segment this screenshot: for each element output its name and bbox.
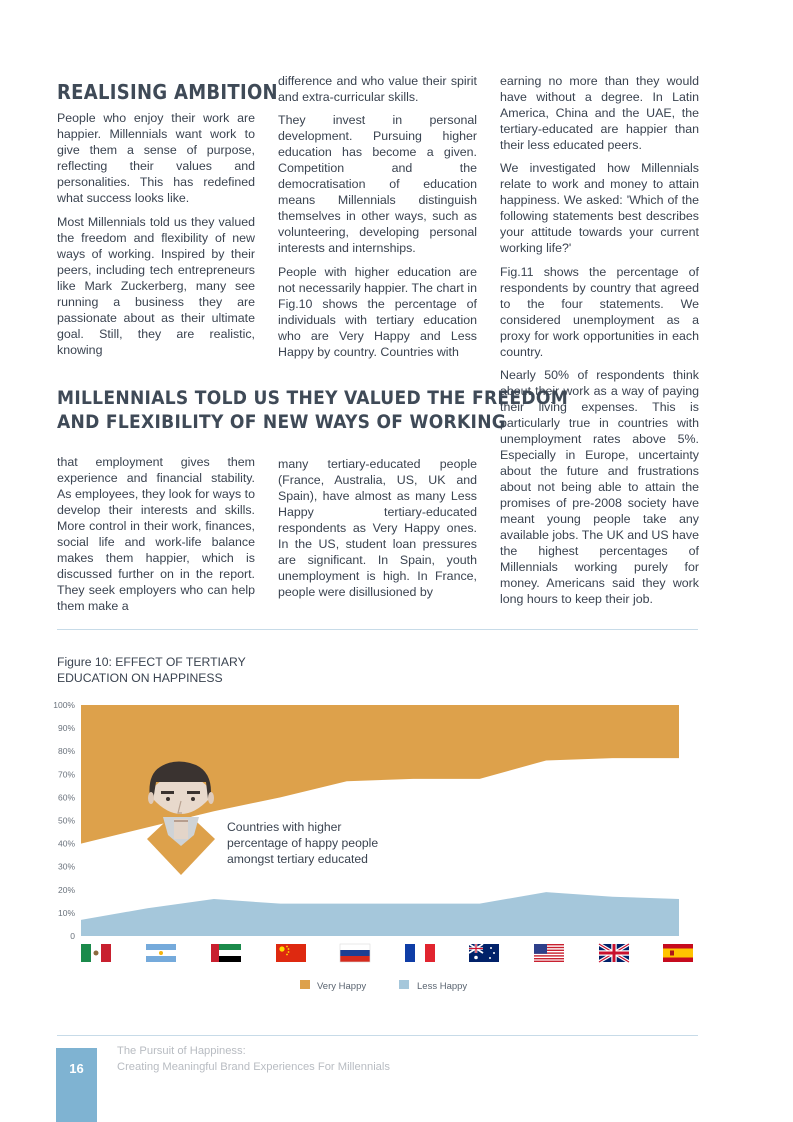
y-tick-label: 50% — [57, 815, 75, 826]
figure-caption-line-1: Figure 10: EFFECT OF TERTIARY — [57, 655, 246, 669]
y-tick-label: 70% — [57, 769, 75, 780]
flag-spain-icon — [663, 944, 693, 962]
divider-top — [57, 629, 698, 630]
y-tick-label: 40% — [57, 838, 75, 849]
section-heading: REALISING AMBITION — [57, 80, 278, 104]
legend-swatch-very-happy — [300, 980, 310, 989]
annotation-line-1: Countries with higher — [227, 820, 342, 834]
flag-australia-icon — [469, 944, 499, 962]
figure-caption — [57, 654, 267, 686]
page-number: 16 — [69, 1061, 84, 1076]
series-less-happy-area — [81, 892, 679, 936]
col2-paragraph-2: They invest in personal development. Pursuing higher education has become a given. Competition and the democratisation of education means Millennials distinguish themselves in other ways, such as volunteering, developing personal interests and internships. — [278, 113, 477, 255]
legend-label-less-happy: Less Happy — [417, 981, 468, 992]
flag-mexico-icon — [81, 944, 111, 962]
footer-line-2: Creating Meaningful Brand Experiences For Millennials — [117, 1060, 390, 1073]
col3-paragraph-1: earning no more than they would have without a degree. In Latin America, China and the UAE, the tertiary-educated are happier than their less educated peers. — [500, 74, 699, 152]
divider-bottom — [57, 1035, 698, 1036]
flag-russia-icon — [340, 944, 370, 962]
footer-title — [117, 1044, 390, 1075]
y-tick-label: 90% — [57, 723, 75, 734]
legend-label-very-happy: Very Happy — [317, 981, 367, 992]
y-tick-label: 30% — [57, 861, 75, 872]
page-number-tab — [56, 1048, 97, 1122]
col3-paragraph-4: Nearly 50% of respondents think about their work as a way of paying their living expenses. This is particularly true in countries with unemployment rates above 5%. Especially in Europe, uncertainty about the future and frustrations about not being able to attain the promises of pre-2008 society have meant young people take any available jobs. The UK and US have the highest percentages of Millennials working purely for money. Americans said they work long hours to keep their job. — [500, 368, 699, 606]
col3-paragraph-3: Fig.11 shows the percentage of respondents by country that agreed to the four statements. We considered unemployment as a proxy for work opportunities in each country. — [500, 265, 699, 359]
pull-quote-line-1: MILLENNIALS TOLD US THEY VALUED THE FREEDOM — [57, 387, 569, 409]
annotation-line-3: amongst tertiary educated — [227, 852, 368, 866]
col1-paragraph-2: Most Millennials told us they valued the freedom and flexibility of new ways of working. Inspired by their peers, including tech entrepreneurs like Mark Zuckerberg, many see running a business they are passionate about as their ultimate goal. Still, they are realistic, knowing — [57, 215, 255, 357]
y-tick-label: 60% — [57, 792, 75, 803]
col2-paragraph-3: People with higher education are not necessarily happier. The chart in Fig.10 shows the percentage of individuals with tertiary education who are Very Happy and Less Happy by country. Countries with — [278, 265, 477, 359]
flag-argentina-icon — [146, 944, 176, 962]
col1-paragraph-1: People who enjoy their work are happier. Millennials want work to give them a sense of purpose, reflecting their values and personalities. This has redefined what success looks like. — [57, 111, 255, 205]
col3-paragraph-2: We investigated how Millennials relate to work and money to attain happiness. We asked: 'Which of the following statements best describes your attitude towards your current working life?' — [500, 161, 699, 255]
chart-annotation — [227, 820, 378, 866]
y-tick-label: 10% — [57, 907, 75, 918]
figure-caption-line-2: EDUCATION ON HAPPINESS — [57, 671, 223, 685]
y-tick-label: 20% — [57, 884, 75, 895]
annotation-line-2: percentage of happy people — [227, 836, 379, 850]
legend-swatch-less-happy — [399, 980, 409, 989]
pull-quote-line-2: AND FLEXIBILITY OF NEW WAYS OF WORKING — [57, 411, 507, 433]
flag-uae-icon — [211, 944, 241, 962]
col2-paragraph-4: many tertiary-educated people (France, Australia, US, UK and Spain), have almost as many Less Happy tertiary-educated respondents as Very Happy ones. In the US, student loan pressures are significant. In Spain, youth unemployment is high. In France, people were disillusioned by — [278, 457, 477, 599]
pull-quote-heading — [57, 386, 569, 434]
chart-legend — [300, 980, 467, 992]
col1-paragraph-3: that employment gives them experience and financial stability. As employees, they look for ways to develop their interests and skills. More control in their work, finances, social life and work-life balance makes them happier, which is discussed further on in the report. They seek employers who can help them make a — [57, 455, 255, 613]
y-tick-label: 100% — [53, 700, 75, 710]
y-tick-label: 80% — [57, 746, 75, 757]
footer-line-1: The Pursuit of Happiness: — [117, 1045, 246, 1057]
y-axis-ticks — [53, 700, 75, 941]
flag-france-icon — [405, 944, 435, 962]
col2-paragraph-1: difference and who value their spirit and extra-curricular skills. — [278, 74, 477, 104]
y-tick-label: 0 — [70, 931, 75, 941]
flag-us-icon — [534, 944, 564, 962]
flag-uk-icon — [599, 944, 629, 962]
happiness-area-chart — [0, 695, 793, 1000]
flag-china-icon — [276, 944, 306, 962]
